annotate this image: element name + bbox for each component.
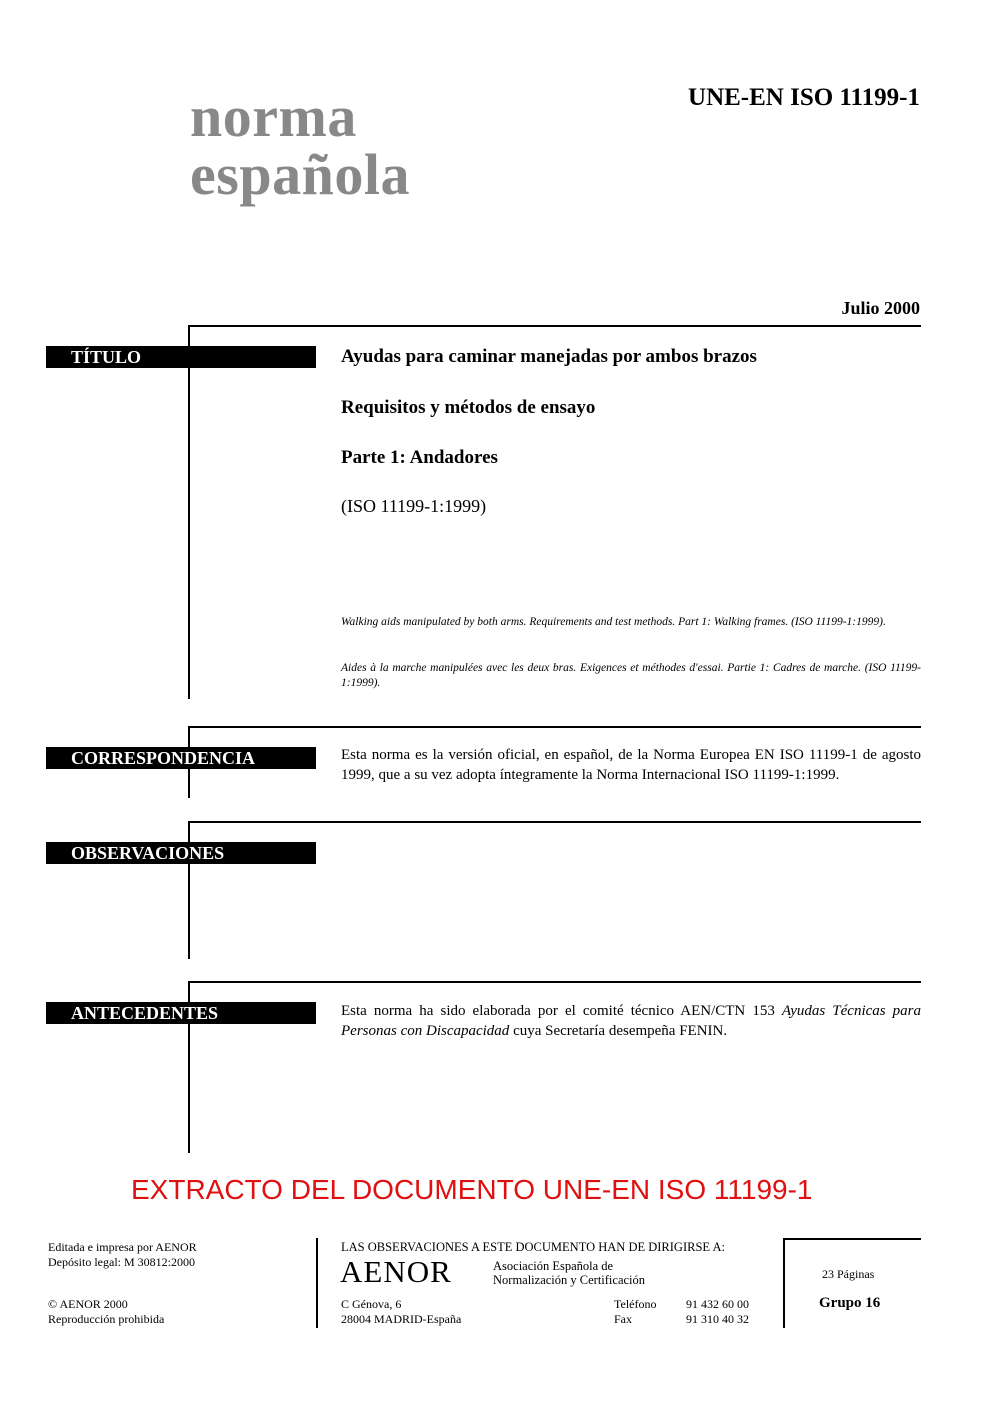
- aenor-name-line-2: Normalización y Certificación: [493, 1273, 646, 1287]
- section-divider: [188, 325, 921, 327]
- footer-box-left: [783, 1238, 785, 1328]
- legal-deposit: Depósito legal: M 30812:2000: [48, 1255, 195, 1269]
- footer-copyright-block: [48, 1297, 164, 1327]
- edited-by: Editada e impresa por AENOR: [48, 1240, 197, 1254]
- aenor-full-name: [493, 1259, 645, 1287]
- aenor-name-line-1: Asociación Española de: [493, 1259, 614, 1273]
- extract-banner: EXTRACTO DEL DOCUMENTO UNE-EN ISO 11199-1: [131, 1174, 813, 1205]
- section-divider: [188, 981, 921, 983]
- section-divider: [188, 821, 921, 823]
- copyright: © AENOR 2000: [48, 1297, 128, 1311]
- committee-name: Ayudas Técnicas para Personas con Discapacidad: [341, 1003, 921, 1039]
- phone-label: Teléfono: [614, 1297, 657, 1311]
- footer-left-block: [48, 1240, 197, 1270]
- iso-reference: (ISO 11199-1:1999): [341, 496, 487, 516]
- footer-divider: [316, 1238, 318, 1328]
- section-label-correspondencia: CORRESPONDENCIA: [46, 747, 316, 769]
- address-city: 28004 MADRID-España: [341, 1312, 462, 1326]
- page-count: 23 Páginas: [822, 1267, 875, 1281]
- contact-values: [686, 1297, 749, 1327]
- antecedentes-text: [341, 1001, 921, 1041]
- reproduction-notice: Reproducción prohibida: [48, 1312, 165, 1326]
- section-label-antecedentes: ANTECEDENTES: [46, 1002, 316, 1024]
- fax-value: 91 310 40 32: [686, 1312, 749, 1326]
- correspondencia-text: Esta norma es la versión oficial, en español, de la Norma Europea EN ISO 11199-1 de agosto 1999, que a su vez adopta íntegramente la Norma Internacional ISO 11199-1:1999.: [341, 747, 921, 783]
- section-label-observaciones: OBSERVACIONES: [46, 842, 316, 864]
- aenor-logo: AENOR: [340, 1254, 452, 1289]
- observations-note: LAS OBSERVACIONES A ESTE DOCUMENTO HAN DE DIRIGIRSE A:: [341, 1240, 725, 1254]
- antecedentes-text-part-2: cuya Secretaría desempeña FENIN.: [509, 1023, 728, 1039]
- english-title: Walking aids manipulated by both arms. Requirements and test methods. Part 1: Walking frames. (ISO 11199-1:1999).: [341, 616, 886, 628]
- address-street: C Génova, 6: [341, 1297, 402, 1311]
- title-line-1: Ayudas para caminar manejadas por ambos brazos: [341, 346, 757, 367]
- footer-box-top: [783, 1238, 921, 1240]
- french-title: Aides à la marche manipulées avec les deux bras. Exigences et méthodes d'essai. Partie 1: Cadres de marche. (ISO 11199-1:1999).: [341, 662, 921, 689]
- title-line-3: Parte 1: Andadores: [341, 447, 498, 468]
- contact-labels: [614, 1297, 656, 1327]
- standard-code: UNE-EN ISO 11199-1: [688, 84, 920, 111]
- address-block: [341, 1297, 461, 1327]
- section-divider: [188, 726, 921, 728]
- section-vertical-rule: [188, 325, 190, 699]
- price-group: Grupo 16: [819, 1295, 881, 1311]
- publication-date: Julio 2000: [841, 298, 920, 318]
- phone-value: 91 432 60 00: [686, 1297, 749, 1311]
- fax-label: Fax: [614, 1312, 632, 1326]
- brand-line-1: norma: [190, 84, 357, 149]
- antecedentes-text-part-1: Esta norma ha sido elaborada por el comité técnico AEN/CTN 153: [341, 1003, 782, 1019]
- section-label-titulo: TÍTULO: [46, 346, 316, 368]
- brand-line-2: española: [190, 142, 410, 207]
- title-line-2: Requisitos y métodos de ensayo: [341, 397, 596, 418]
